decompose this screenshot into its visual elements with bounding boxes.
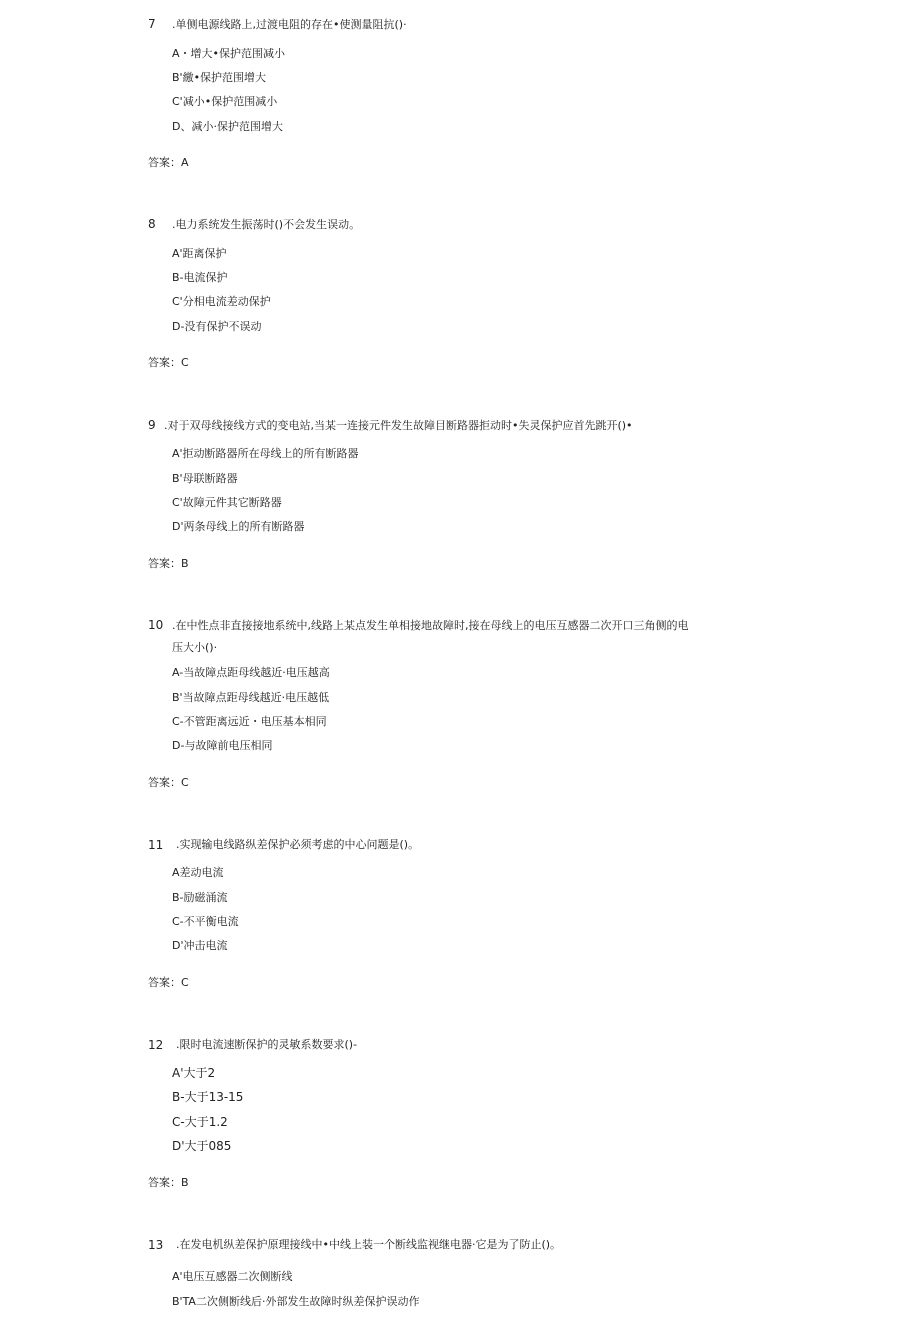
option-a: A'拒动断路器所在母线上的所有断路器 — [172, 447, 359, 460]
question-number: 9 — [148, 418, 156, 432]
option-b: B'母联断路器 — [172, 472, 238, 485]
option-b: B-励磁涌流 — [172, 891, 228, 904]
option-a: A差动电流 — [172, 866, 224, 879]
question-text: .实现输电线路纵差保护必须考虑的中心问题是()。 — [176, 838, 420, 851]
option-d: D-没有保护不误动 — [172, 320, 262, 333]
option-b: B-电流保护 — [172, 271, 228, 284]
option-a: A-当故障点距母线越近·电压越高 — [172, 666, 330, 679]
question-number: 8 — [148, 217, 156, 231]
option-c: C-大于1.2 — [172, 1115, 228, 1129]
question-number: 13 — [148, 1238, 164, 1252]
option-d: D'冲击电流 — [172, 939, 228, 952]
question-text: .电力系统发生振荡时()不会发生误动。 — [172, 218, 361, 231]
option-d: D-与故障前电压相同 — [172, 739, 273, 752]
option-c: C'分相电流差动保护 — [172, 295, 271, 308]
option-b: B-大于13-15 — [172, 1090, 244, 1104]
question-text: .限时电流速断保护的灵敏系数要求()- — [176, 1038, 358, 1051]
option-a: A・增大•保护范围减小 — [172, 47, 286, 60]
question-text: .在中性点非直接接地系统中,线路上某点发生单相接地故障时,接在母线上的电压互感器二次开口三角侧的电压大小()· — [172, 619, 689, 654]
option-d: D、减小·保护范围增大 — [172, 120, 283, 133]
answer: 答案：B — [148, 1176, 189, 1189]
option-c: C-不管距离远近・电压基本相同 — [172, 715, 327, 728]
option-c: C-不平衡电流 — [172, 915, 239, 928]
option-d: D'两条母线上的所有断路器 — [172, 520, 305, 533]
option-a: A'大于2 — [172, 1066, 216, 1080]
answer: 答案：C — [148, 976, 189, 989]
option-a: A'电压互感器二次侧断线 — [172, 1270, 293, 1283]
question-text: .单侧电源线路上,过渡电阻的存在•使测量阻抗()· — [172, 18, 407, 31]
answer: 答案：C — [148, 356, 189, 369]
option-d: D'大于085 — [172, 1139, 232, 1153]
answer: 答案：A — [148, 156, 189, 169]
option-c: C'减小•保护范围减小 — [172, 95, 278, 108]
question-number: 7 — [148, 17, 156, 31]
option-a: A'距离保护 — [172, 247, 227, 260]
answer: 答案：B — [148, 557, 189, 570]
answer: 答案：C — [148, 776, 189, 789]
question-text: .在发电机纵差保护原理接线中•中线上装一个断线监视继电器·它是为了防止()。 — [176, 1238, 562, 1251]
question-number: 12 — [148, 1038, 164, 1052]
option-b: B'TA二次侧断线后·外部发生故障时纵差保护误动作 — [172, 1295, 420, 1308]
option-b: B'当故障点距母线越近·电压越低 — [172, 691, 330, 704]
option-b: B'繳•保护范围增大 — [172, 71, 267, 84]
option-c: C'故障元件其它断路器 — [172, 496, 282, 509]
question-number: 11 — [148, 838, 164, 852]
question-text: .对于双母线接线方式的变电站,当某一连接元件发生故障目断路器拒动时•失灵保护应首先跳开()• — [164, 419, 633, 432]
question-number: 10 — [148, 618, 164, 632]
